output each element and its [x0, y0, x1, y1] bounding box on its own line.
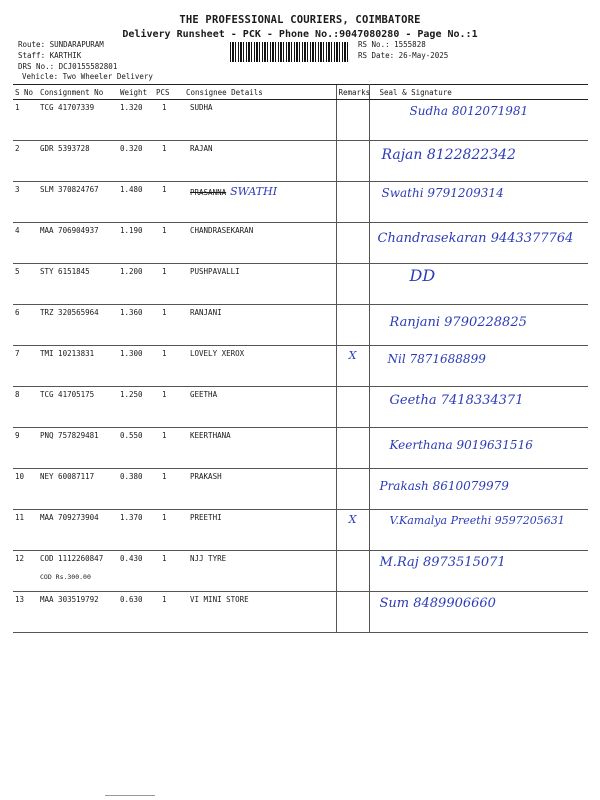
pcs: 1: [154, 551, 184, 592]
weight: 1.360: [118, 305, 154, 346]
pcs: 1: [154, 346, 184, 387]
remarks-cell: [336, 346, 369, 387]
consignee-cell: [184, 141, 336, 182]
pcs: 1: [154, 305, 184, 346]
weight: 0.630: [118, 592, 154, 633]
consignee-cell: [184, 182, 336, 223]
table-row: [13, 182, 588, 223]
consignee-name: PUSHPAVALLI: [190, 267, 240, 276]
col-header-weight: Weight: [118, 85, 154, 100]
pcs: 1: [154, 182, 184, 223]
consignee-cell: [184, 592, 336, 633]
consignee-name: LOVELY XEROX: [190, 349, 245, 358]
remarks-cell: [336, 264, 369, 305]
col-header-consignment: Consignment No: [38, 85, 118, 100]
signature-cell: [369, 592, 588, 633]
table-row: [13, 428, 588, 469]
consignee-cell: [184, 428, 336, 469]
serial-no: 6: [13, 305, 38, 346]
weight: 0.430: [118, 551, 154, 592]
consignee-name: CHANDRASEKARAN: [190, 226, 254, 235]
signature-cell: [369, 387, 588, 428]
consignee-cell: [184, 223, 336, 264]
weight: 0.380: [118, 469, 154, 510]
weight: 1.200: [118, 264, 154, 305]
remarks-cell: [336, 182, 369, 223]
table-row: [13, 223, 588, 264]
pcs: 1: [154, 264, 184, 305]
rs-date: RS Date: 26-May-2025: [358, 51, 449, 60]
weight: 1.190: [118, 223, 154, 264]
consignee-name-struck: PRASANNA: [190, 188, 227, 197]
handwritten-signature: Sudha 8012071981: [409, 104, 529, 118]
table-row: [13, 305, 588, 346]
consignment-no: SLM 370824767: [40, 185, 99, 194]
signature-cell: [369, 305, 588, 346]
consignee-cell: [184, 469, 336, 510]
consignee-cell: [184, 305, 336, 346]
consignee-name: SUDHA: [190, 103, 213, 112]
serial-no: 4: [13, 223, 38, 264]
consignment-no: COD 1112260847: [40, 554, 104, 563]
handwritten-signature: Keerthana 9019631516: [389, 438, 533, 452]
handwritten-signature: Geetha 7418334371: [389, 393, 524, 408]
serial-no: 10: [13, 469, 38, 510]
table-row: [13, 551, 588, 592]
col-header-sno: S No: [13, 85, 38, 100]
weight: 1.300: [118, 346, 154, 387]
consignment-cell: [38, 387, 118, 428]
weight: 1.250: [118, 387, 154, 428]
remarks-cell: [336, 305, 369, 346]
consignment-no: TCG 41705175: [40, 390, 95, 399]
signature-cell: [369, 100, 588, 141]
consignment-no: TRZ 320565964: [40, 308, 99, 317]
consignee-name: PRAKASH: [190, 472, 222, 481]
vehicle-label: Vehicle: Two Wheeler Delivery: [22, 72, 153, 81]
consignment-no: TMI 10213831: [40, 349, 95, 358]
serial-no: 5: [13, 264, 38, 305]
consignee-cell: [184, 510, 336, 551]
signature-cell: [369, 510, 588, 551]
consignment-no: STY 6151845: [40, 267, 90, 276]
remarks-cell: [336, 141, 369, 182]
consignment-cell: [38, 510, 118, 551]
consignee-handwritten: SWATHI: [230, 185, 278, 198]
pcs: 1: [154, 469, 184, 510]
consignment-cell: [38, 305, 118, 346]
cod-amount: COD Rs.300.00: [40, 573, 91, 581]
consignment-no: MAA 709273904: [40, 513, 99, 522]
consignment-cell: [38, 592, 118, 633]
signature-cell: [369, 141, 588, 182]
consignee-name: PREETHI: [190, 513, 222, 522]
serial-no: 13: [13, 592, 38, 633]
serial-no: 3: [13, 182, 38, 223]
remarks-cell: [336, 387, 369, 428]
remarks-cell: [336, 551, 369, 592]
consignment-cell: [38, 264, 118, 305]
col-header-signature: Seal & Signature: [369, 85, 588, 100]
consignment-cell: [38, 141, 118, 182]
remarks-cell: [336, 223, 369, 264]
drs-number: DRS No.: DCJ0155582801: [18, 62, 118, 71]
serial-no: 7: [13, 346, 38, 387]
pcs: 1: [154, 592, 184, 633]
handwritten-signature: V.Kamalya Preethi 9597205631: [389, 514, 565, 527]
staff-label: Staff: KARTHIK: [18, 51, 82, 60]
pcs: 1: [154, 387, 184, 428]
weight: 1.480: [118, 182, 154, 223]
consignee-cell: [184, 551, 336, 592]
serial-no: 1: [13, 100, 38, 141]
signature-cell: [369, 223, 588, 264]
signature-cell: [369, 346, 588, 387]
remarks-cell: [336, 100, 369, 141]
handwritten-signature: Chandrasekaran 9443377764: [377, 231, 574, 246]
remarks-cell: [336, 510, 369, 551]
col-header-remarks: Remarks: [336, 85, 369, 100]
col-header-consignee: Consignee Details: [184, 85, 336, 100]
signature-cell: [369, 428, 588, 469]
serial-no: 12: [13, 551, 38, 592]
pcs: 1: [154, 223, 184, 264]
consignment-cell: [38, 223, 118, 264]
table-row: [13, 346, 588, 387]
consignment-no: PNQ 757829481: [40, 431, 99, 440]
consignment-cell: [38, 428, 118, 469]
consignee-name: NJJ TYRE: [190, 554, 227, 563]
handwritten-signature: Nil 7871688899: [387, 352, 486, 366]
weight: 1.320: [118, 100, 154, 141]
serial-no: 2: [13, 141, 38, 182]
remarks-cell: [336, 592, 369, 633]
signature-cell: [369, 469, 588, 510]
handwritten-signature: Sum 8489906660: [379, 596, 496, 611]
consignment-no: MAA 303519792: [40, 595, 99, 604]
weight: 0.550: [118, 428, 154, 469]
table-row: [13, 387, 588, 428]
col-header-pcs: PCS: [154, 85, 184, 100]
handwritten-signature: M.Raj 8973515071: [379, 555, 506, 570]
handwritten-signature: Ranjani 9790228825: [389, 315, 527, 330]
pcs: 1: [154, 100, 184, 141]
signature-cell: [369, 551, 588, 592]
consignee-name: GEETHA: [190, 390, 218, 399]
consignment-no: TCG 41707339: [40, 103, 95, 112]
handwritten-signature: Prakash 8610079979: [379, 479, 509, 493]
consignment-no: NEY 60087117: [40, 472, 95, 481]
table-row: [13, 469, 588, 510]
table-row: [13, 141, 588, 182]
serial-no: 8: [13, 387, 38, 428]
rs-number: RS No.: 1555828: [358, 40, 426, 49]
consignee-name: VI MINI STORE: [190, 595, 249, 604]
table-row: [13, 264, 588, 305]
signature-cell: [369, 264, 588, 305]
company-title: THE PROFESSIONAL COURIERS, COIMBATORE: [179, 14, 421, 26]
table-header-row: [13, 85, 588, 100]
consignment-no: MAA 706904937: [40, 226, 99, 235]
footer-mark: [105, 795, 155, 796]
consignment-cell: [38, 551, 118, 592]
weight: 0.320: [118, 141, 154, 182]
remark-mark: X: [348, 513, 357, 526]
remarks-cell: [336, 428, 369, 469]
barcode: [230, 42, 348, 62]
consignment-cell: [38, 182, 118, 223]
consignee-cell: [184, 346, 336, 387]
remark-mark: X: [348, 349, 357, 362]
handwritten-signature: Swathi 9791209314: [381, 186, 504, 200]
table-row: [13, 592, 588, 633]
table-row: [13, 100, 588, 141]
route-label: Route: SUNDARAPURAM: [18, 40, 104, 49]
pcs: 1: [154, 510, 184, 551]
consignment-cell: [38, 469, 118, 510]
runsheet-table: [13, 84, 588, 633]
handwritten-signature: DD: [409, 266, 436, 285]
handwritten-signature: Rajan 8122822342: [381, 147, 516, 163]
signature-cell: [369, 182, 588, 223]
runsheet-subtitle: Delivery Runsheet - PCK - Phone No.:9047080280 - Page No.:1: [122, 29, 478, 40]
consignee-cell: [184, 100, 336, 141]
consignee-name: RAJAN: [190, 144, 213, 153]
pcs: 1: [154, 141, 184, 182]
consignee-name: KEERTHANA: [190, 431, 231, 440]
remarks-cell: [336, 469, 369, 510]
table-row: [13, 510, 588, 551]
consignee-cell: [184, 264, 336, 305]
consignee-cell: [184, 387, 336, 428]
serial-no: 9: [13, 428, 38, 469]
serial-no: 11: [13, 510, 38, 551]
weight: 1.370: [118, 510, 154, 551]
pcs: 1: [154, 428, 184, 469]
consignment-cell: [38, 100, 118, 141]
consignment-cell: [38, 346, 118, 387]
consignment-no: GDR 5393728: [40, 144, 90, 153]
consignee-name: RANJANI: [190, 308, 222, 317]
